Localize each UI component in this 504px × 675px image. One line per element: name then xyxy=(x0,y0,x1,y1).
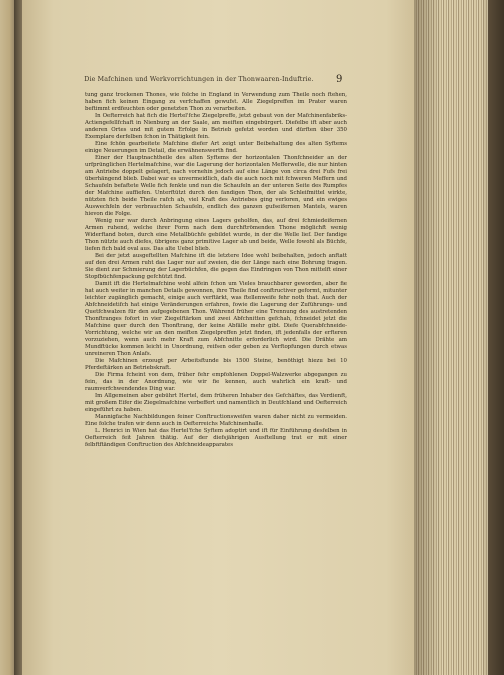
paragraph: Wenig nur war durch Anbringung eines Lagers geholfen, das, auf drei fchmiedeifernen Armen ruhend, welche ihrer Form nach dem durchftrömenden Thone möglichft wenig Widerftand boten, durch eine Metallbüchfe gebildet wurde, in der die Welle lief. Der fandige Thon nützte auch diefes, übrigens ganz primitive Lager ab und beide, Welle fowohl als Büchfe, liefen fich bald oval aus. Das alte Uebel blieb. xyxy=(85,218,347,252)
paragraph: Die Mafchinen erzeugt per Arbeitsftunde bis 1500 Steine, benöthigt hiezu bei 10 Pferdeftärken an Betriebskraft. xyxy=(85,358,347,371)
paragraph: In Oefterreich hat fich die Hertel'fche Ziegelpreffe, jetzt gebaut von der Mafchinenfabriks-Actiengefellfchaft in Nienburg an der Saale, am meiften eingebürgert. Diefelbe ift aber auch anderen Ortes und mit gutem Erfolge in Betrieb gefetzt worden und dürften über 350 Exemplare derfelben fchon in Thätigkeit fein. xyxy=(85,113,347,140)
paragraph: L. Henrici in Wien hat das Hertel'fche Syftem adoptirt und ift für Einführung desfelben in Oefterreich feit Jahren thätig. Auf der diefsjährigen Ausftellung trat er mit einer felbftftändigen Conftruction des Abfchneideapparates xyxy=(85,428,347,448)
paragraph: tung ganz trockenen Thones, wie folche in England in Verwendung zum Theile noch ftehen, haben fich keinen Eingang zu verfchaffen gewufst. Alle Ziegelpreffen im Prater waren beftimmt erdfeuchten oder genetzten Thon zu verarbeiten. xyxy=(85,92,347,112)
paragraph: Die Firma fcheint von dem, früher fehr empfohlenen Doppel-Walzwerke abgegangen zu fein, das in der Anordnung, wie wir fie kennen, auch wahrlich ein kraft- und raumverfchwendendes Ding war. xyxy=(85,372,347,392)
paragraph: Bei der jetzt ausgeftellten Mafchine ift die letztere Idee wohl beibehalten, jedoch anftatt auf den drei Armen ruht das Lager nur auf zweien, die der Länge nach eine Bohrung tragen. Sie dient zur Schmierung der Lagerbüchfen, die gegen das Eindringen von Thon mittelft einer Stopfbüchfenpackung gefchützt find. xyxy=(85,253,347,280)
paragraph: Damit ift die Hertelmafchine wohl alfein fchon um Vieles brauchbarer geworden, aber fie hat auch weiter in manchen Details gewonnen, ihre Theile find conftructiver geformt, mitunter leichter zugänglich gemacht, einige auch verftärkt, was ftellenweife fehr noth that. Auch der Abfchneidetifch hat einige Veränderungen erfahren, fowie die Lagerung der Zuführungs- und Quetfchwalzen für den aufgegebenen Thon. Während früher eine Trennung des austretenden Thonftranges fofort in vier Ziegelftärken und zwei Abfchnitten gefchah, fchneidet jetzt die Mafchine quer durch den Thonftrang, der keine Abfälle mehr gibt. Diefe Querabfchneide-Vorrichtung, welche wir an den meiften Ziegelpreffen jetzt finden, ift jedenfalls der erfteren vorzuziehen, wenn auch mehr Kraft zum Abfchnitte erforderlich wird. Die Drähte am Mundftücke kommen leicht in Unordnung, reifsen oder geben zu Verftopfungen durch etwas unreineren Thon Anlafs. xyxy=(85,281,347,357)
paragraph: Im Allgemeinen aber gebührt Hertel, dem früheren Inhaber des Gefchäftes, das Verdienft, mit großem Eifer die Ziegelmafchine verbeffert und namentlich in Deutfchland und Oefterreich eingeführt zu haben. xyxy=(85,393,347,413)
paragraph: Eine fchön gearbeitete Mafchine diefer Art zeigt unter Beibehaltung des alten Syftems einige Neuerungen im Detail, die erwähnenswerth find. xyxy=(85,141,347,154)
paragraph: Einer der Hauptnachtheile des alten Syftems der horizontalen Thonfchneider an der urfprünglichen Hertelmafchine, war die Lagerung der horizontalen Mefferwelle, die nur hinten am Antriebe doppelt gelagert, nach vornehin jedoch auf eine Länge von circa drei Fufs frei überhängend blieb. Dabei war es unvermeidlich, dafs die auch noch mit fchweren Meffern und Schaufeln befaftete Welle fich fenkte und nun die Schaufeln an der unteren Seite des Rumpfes der Mafchine auffiefen. Unterftützt durch den fandigen Thon, der als Schleifmittel wirkte, nützten fich beide Theile rafch ab, viel Kraft des Antriebes ging verloren, und ein ewiges Auswechfeln der verbrauchten Schaufeln, endlich des ganzen gufseifernen Mantels, waren hievon die Folge. xyxy=(85,155,347,217)
book-cover-edge xyxy=(488,0,504,675)
page-number: 9 xyxy=(336,74,343,85)
running-header: Die Mafchinen und Werkvorrichtungen in der Thonwaaren-Induftrie. xyxy=(84,76,314,83)
paragraph: Mannigfache Nachbildungen feiner Conftructionsweifen waren daher nicht zu vermeiden. Eine folche trafen wir denn auch in Oefterreichs Mafchinenhalle. xyxy=(85,414,347,427)
body-text xyxy=(85,92,347,449)
